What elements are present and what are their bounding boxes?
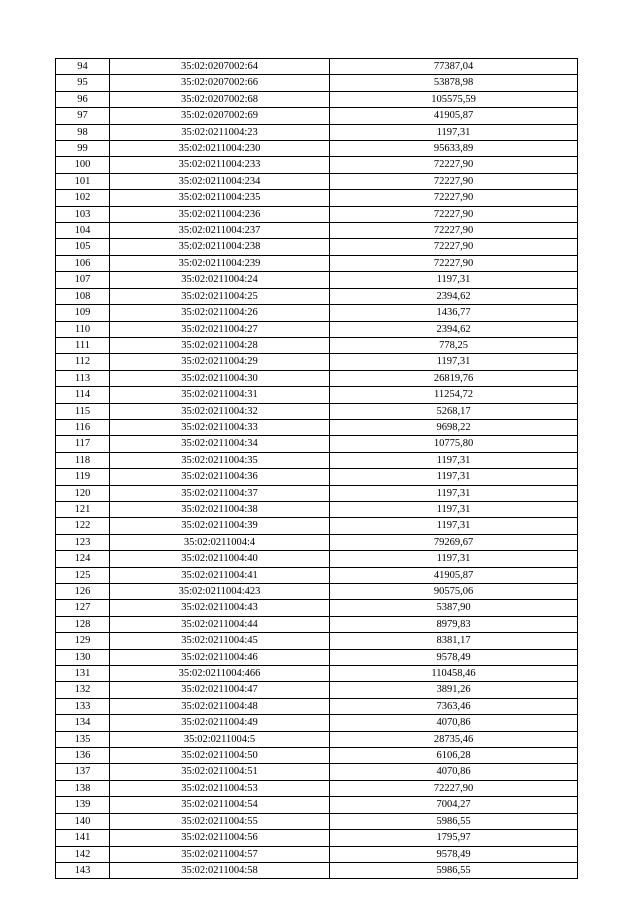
value-cell: 9578,49	[330, 649, 578, 665]
table-row	[56, 616, 578, 632]
value-cell: 7004,27	[330, 797, 578, 813]
value-cell: 1197,31	[330, 551, 578, 567]
table-row	[56, 321, 578, 337]
cadastral-number-cell: 35:02:0211004:5	[110, 731, 330, 747]
table-row	[56, 173, 578, 189]
row-number-cell: 103	[56, 206, 110, 222]
cadastral-number-cell: 35:02:0211004:43	[110, 600, 330, 616]
table-row	[56, 551, 578, 567]
table-row	[56, 288, 578, 304]
row-number-cell: 106	[56, 255, 110, 271]
table-row	[56, 797, 578, 813]
cadastral-number-cell: 35:02:0211004:33	[110, 419, 330, 435]
table-row	[56, 567, 578, 583]
cadastral-number-cell: 35:02:0211004:237	[110, 223, 330, 239]
row-number-cell: 119	[56, 469, 110, 485]
row-number-cell: 117	[56, 436, 110, 452]
value-cell: 28735,46	[330, 731, 578, 747]
value-cell: 72227,90	[330, 255, 578, 271]
row-number-cell: 108	[56, 288, 110, 304]
row-number-cell: 126	[56, 584, 110, 600]
value-cell: 6106,28	[330, 748, 578, 764]
value-cell: 8381,17	[330, 633, 578, 649]
cadastral-number-cell: 35:02:0211004:233	[110, 157, 330, 173]
table-row	[56, 190, 578, 206]
value-cell: 72227,90	[330, 206, 578, 222]
value-cell: 72227,90	[330, 780, 578, 796]
row-number-cell: 100	[56, 157, 110, 173]
row-number-cell: 138	[56, 780, 110, 796]
value-cell: 1197,31	[330, 124, 578, 140]
value-cell: 95633,89	[330, 141, 578, 157]
table-row	[56, 272, 578, 288]
value-cell: 53878,98	[330, 75, 578, 91]
cadastral-value-table	[55, 58, 578, 879]
cadastral-number-cell: 35:02:0211004:26	[110, 305, 330, 321]
cadastral-number-cell: 35:02:0211004:36	[110, 469, 330, 485]
cadastral-number-cell: 35:02:0211004:47	[110, 682, 330, 698]
row-number-cell: 112	[56, 354, 110, 370]
cadastral-number-cell: 35:02:0211004:56	[110, 830, 330, 846]
table-row	[56, 108, 578, 124]
row-number-cell: 98	[56, 124, 110, 140]
table-row	[56, 419, 578, 435]
value-cell: 1197,31	[330, 518, 578, 534]
table-row	[56, 731, 578, 747]
cadastral-number-cell: 35:02:0207002:64	[110, 59, 330, 75]
table-row	[56, 452, 578, 468]
table-row	[56, 370, 578, 386]
value-cell: 72227,90	[330, 157, 578, 173]
value-cell: 10775,80	[330, 436, 578, 452]
row-number-cell: 111	[56, 337, 110, 353]
row-number-cell: 143	[56, 862, 110, 878]
row-number-cell: 124	[56, 551, 110, 567]
cadastral-number-cell: 35:02:0211004:38	[110, 501, 330, 517]
value-cell: 7363,46	[330, 698, 578, 714]
row-number-cell: 120	[56, 485, 110, 501]
value-cell: 72227,90	[330, 190, 578, 206]
cadastral-number-cell: 35:02:0211004:49	[110, 715, 330, 731]
table-row	[56, 633, 578, 649]
table-row	[56, 239, 578, 255]
value-cell: 110458,46	[330, 666, 578, 682]
row-number-cell: 118	[56, 452, 110, 468]
cadastral-number-cell: 35:02:0211004:31	[110, 387, 330, 403]
table-row	[56, 666, 578, 682]
row-number-cell: 99	[56, 141, 110, 157]
value-cell: 11254,72	[330, 387, 578, 403]
row-number-cell: 94	[56, 59, 110, 75]
row-number-cell: 104	[56, 223, 110, 239]
value-cell: 72227,90	[330, 239, 578, 255]
value-cell: 9578,49	[330, 846, 578, 862]
cadastral-number-cell: 35:02:0211004:51	[110, 764, 330, 780]
row-number-cell: 142	[56, 846, 110, 862]
value-cell: 1197,31	[330, 469, 578, 485]
row-number-cell: 116	[56, 419, 110, 435]
value-cell: 26819,76	[330, 370, 578, 386]
cadastral-number-cell: 35:02:0211004:54	[110, 797, 330, 813]
cadastral-number-cell: 35:02:0211004:25	[110, 288, 330, 304]
value-cell: 105575,59	[330, 91, 578, 107]
table-row	[56, 715, 578, 731]
value-cell: 8979,83	[330, 616, 578, 632]
value-cell: 79269,67	[330, 534, 578, 550]
cadastral-number-cell: 35:02:0211004:235	[110, 190, 330, 206]
value-cell: 72227,90	[330, 173, 578, 189]
table-row	[56, 206, 578, 222]
table-row	[56, 354, 578, 370]
cadastral-number-cell: 35:02:0211004:32	[110, 403, 330, 419]
value-cell: 77387,04	[330, 59, 578, 75]
row-number-cell: 139	[56, 797, 110, 813]
row-number-cell: 125	[56, 567, 110, 583]
value-cell: 3891,26	[330, 682, 578, 698]
cadastral-number-cell: 35:02:0211004:239	[110, 255, 330, 271]
cadastral-number-cell: 35:02:0207002:68	[110, 91, 330, 107]
row-number-cell: 122	[56, 518, 110, 534]
value-cell: 2394,62	[330, 288, 578, 304]
table-row	[56, 59, 578, 75]
row-number-cell: 115	[56, 403, 110, 419]
value-cell: 778,25	[330, 337, 578, 353]
cadastral-number-cell: 35:02:0211004:34	[110, 436, 330, 452]
row-number-cell: 109	[56, 305, 110, 321]
table-row	[56, 764, 578, 780]
row-number-cell: 107	[56, 272, 110, 288]
row-number-cell: 141	[56, 830, 110, 846]
row-number-cell: 114	[56, 387, 110, 403]
table-row	[56, 748, 578, 764]
cadastral-number-cell: 35:02:0211004:30	[110, 370, 330, 386]
table-row	[56, 436, 578, 452]
row-number-cell: 110	[56, 321, 110, 337]
cadastral-number-cell: 35:02:0211004:4	[110, 534, 330, 550]
row-number-cell: 137	[56, 764, 110, 780]
row-number-cell: 123	[56, 534, 110, 550]
cadastral-number-cell: 35:02:0211004:44	[110, 616, 330, 632]
value-cell: 1436,77	[330, 305, 578, 321]
cadastral-number-cell: 35:02:0211004:58	[110, 862, 330, 878]
row-number-cell: 132	[56, 682, 110, 698]
cadastral-number-cell: 35:02:0211004:28	[110, 337, 330, 353]
table-row	[56, 255, 578, 271]
table-row	[56, 830, 578, 846]
row-number-cell: 105	[56, 239, 110, 255]
value-cell: 5268,17	[330, 403, 578, 419]
row-number-cell: 129	[56, 633, 110, 649]
value-cell: 41905,87	[330, 567, 578, 583]
row-number-cell: 96	[56, 91, 110, 107]
table-row	[56, 75, 578, 91]
table-row	[56, 534, 578, 550]
table-body	[56, 59, 578, 879]
table-row	[56, 584, 578, 600]
row-number-cell: 113	[56, 370, 110, 386]
cadastral-number-cell: 35:02:0207002:66	[110, 75, 330, 91]
value-cell: 1197,31	[330, 452, 578, 468]
table-row	[56, 518, 578, 534]
cadastral-number-cell: 35:02:0207002:69	[110, 108, 330, 124]
cadastral-number-cell: 35:02:0211004:466	[110, 666, 330, 682]
cadastral-number-cell: 35:02:0211004:236	[110, 206, 330, 222]
value-cell: 41905,87	[330, 108, 578, 124]
value-cell: 4070,86	[330, 764, 578, 780]
row-number-cell: 121	[56, 501, 110, 517]
table-row	[56, 124, 578, 140]
value-cell: 1197,31	[330, 501, 578, 517]
value-cell: 5387,90	[330, 600, 578, 616]
cadastral-number-cell: 35:02:0211004:46	[110, 649, 330, 665]
cadastral-number-cell: 35:02:0211004:40	[110, 551, 330, 567]
cadastral-number-cell: 35:02:0211004:29	[110, 354, 330, 370]
row-number-cell: 130	[56, 649, 110, 665]
table-row	[56, 600, 578, 616]
table-row	[56, 305, 578, 321]
cadastral-number-cell: 35:02:0211004:41	[110, 567, 330, 583]
table-row	[56, 846, 578, 862]
table-row	[56, 780, 578, 796]
cadastral-number-cell: 35:02:0211004:24	[110, 272, 330, 288]
table-row	[56, 682, 578, 698]
cadastral-number-cell: 35:02:0211004:37	[110, 485, 330, 501]
cadastral-number-cell: 35:02:0211004:35	[110, 452, 330, 468]
row-number-cell: 127	[56, 600, 110, 616]
cadastral-number-cell: 35:02:0211004:50	[110, 748, 330, 764]
row-number-cell: 101	[56, 173, 110, 189]
row-number-cell: 95	[56, 75, 110, 91]
cadastral-number-cell: 35:02:0211004:53	[110, 780, 330, 796]
row-number-cell: 131	[56, 666, 110, 682]
value-cell: 1197,31	[330, 272, 578, 288]
cadastral-number-cell: 35:02:0211004:27	[110, 321, 330, 337]
row-number-cell: 136	[56, 748, 110, 764]
table-row	[56, 698, 578, 714]
table-row	[56, 91, 578, 107]
table-row	[56, 485, 578, 501]
table-row	[56, 813, 578, 829]
table-row	[56, 403, 578, 419]
table-row	[56, 141, 578, 157]
value-cell: 1197,31	[330, 354, 578, 370]
row-number-cell: 133	[56, 698, 110, 714]
value-cell: 72227,90	[330, 223, 578, 239]
row-number-cell: 102	[56, 190, 110, 206]
table-row	[56, 469, 578, 485]
table-row	[56, 337, 578, 353]
table-row	[56, 157, 578, 173]
table-row	[56, 223, 578, 239]
row-number-cell: 128	[56, 616, 110, 632]
cadastral-number-cell: 35:02:0211004:45	[110, 633, 330, 649]
row-number-cell: 135	[56, 731, 110, 747]
cadastral-number-cell: 35:02:0211004:238	[110, 239, 330, 255]
value-cell: 9698,22	[330, 419, 578, 435]
value-cell: 5986,55	[330, 862, 578, 878]
row-number-cell: 97	[56, 108, 110, 124]
value-cell: 5986,55	[330, 813, 578, 829]
value-cell: 4070,86	[330, 715, 578, 731]
row-number-cell: 140	[56, 813, 110, 829]
cadastral-number-cell: 35:02:0211004:234	[110, 173, 330, 189]
table-row	[56, 501, 578, 517]
cadastral-number-cell: 35:02:0211004:55	[110, 813, 330, 829]
table-row	[56, 387, 578, 403]
cadastral-number-cell: 35:02:0211004:423	[110, 584, 330, 600]
row-number-cell: 134	[56, 715, 110, 731]
cadastral-number-cell: 35:02:0211004:57	[110, 846, 330, 862]
table-row	[56, 649, 578, 665]
cadastral-number-cell: 35:02:0211004:23	[110, 124, 330, 140]
cadastral-number-cell: 35:02:0211004:48	[110, 698, 330, 714]
value-cell: 1795,97	[330, 830, 578, 846]
table-row	[56, 862, 578, 878]
value-cell: 90575,06	[330, 584, 578, 600]
cadastral-number-cell: 35:02:0211004:230	[110, 141, 330, 157]
value-cell: 2394,62	[330, 321, 578, 337]
cadastral-number-cell: 35:02:0211004:39	[110, 518, 330, 534]
value-cell: 1197,31	[330, 485, 578, 501]
